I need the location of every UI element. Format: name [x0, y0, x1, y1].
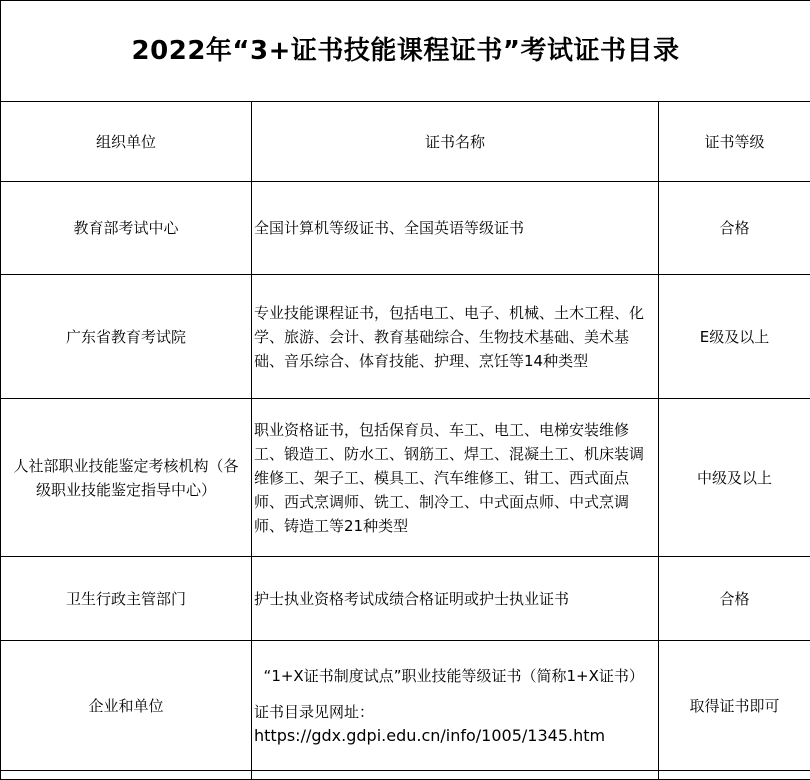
table-row: [1, 399, 810, 557]
table-row: [1, 182, 810, 275]
blank-cell: [252, 771, 659, 780]
table-row: [1, 275, 810, 399]
table-row: [1, 641, 810, 771]
org-cell: 企业和单位: [1, 641, 252, 771]
cert-name-cell: 专业技能课程证书，包括电工、电子、机械、土木工程、化学、旅游、会计、教育基础综合、生物技术基础、美术基础、音乐综合、体育技能、护理、烹饪等14种类型: [252, 275, 659, 399]
org-cell: 人社部职业技能鉴定考核机构（各级职业技能鉴定指导中心）: [1, 399, 252, 557]
org-cell: 卫生行政主管部门: [1, 557, 252, 641]
table-row: [1, 557, 810, 641]
cert-name-cell: 全国计算机等级证书、全国英语等级证书: [252, 182, 659, 275]
cert-name-cell: 职业资格证书，包括保育员、车工、电工、电梯安装维修工、锻造工、防水工、钢筋工、焊工、混凝土工、机床装调维修工、架子工、模具工、汽车维修工、钳工、西式面点师、西式烹调师、铣工、制冷工、中式面点师、中式烹调师、铸造工等21种类型: [252, 399, 659, 557]
header-level: 证书等级: [659, 102, 810, 182]
org-cell: 广东省教育考试院: [1, 275, 252, 399]
title-row: [1, 1, 810, 102]
cert-name-cell: [252, 641, 659, 771]
level-cell: 合格: [659, 182, 810, 275]
header-org: 组织单位: [1, 102, 252, 182]
catalog-url[interactable]: https://gdx.gdpi.edu.cn/info/1005/1345.htm: [254, 724, 657, 748]
spacer: [254, 688, 657, 700]
level-cell: 合格: [659, 557, 810, 641]
level-cell: 取得证书即可: [659, 641, 810, 771]
blank-cell: [1, 771, 252, 780]
page-title: 2022年“3+证书技能课程证书”考试证书目录: [1, 1, 810, 102]
header-name: 证书名称: [252, 102, 659, 182]
url-label: 证书目录见网址：: [254, 703, 374, 721]
blank-row: [1, 771, 810, 780]
header-row: [1, 102, 810, 182]
org-cell: 教育部考试中心: [1, 182, 252, 275]
cert-name-cell: 护士执业资格考试成绩合格证明或护士执业证书: [252, 557, 659, 641]
blank-cell: [659, 771, 810, 780]
level-cell: 中级及以上: [659, 399, 810, 557]
level-cell: E级及以上: [659, 275, 810, 399]
cert-name-text: “1+X证书制度试点”职业技能等级证书（简称1+X证书）: [254, 667, 644, 685]
